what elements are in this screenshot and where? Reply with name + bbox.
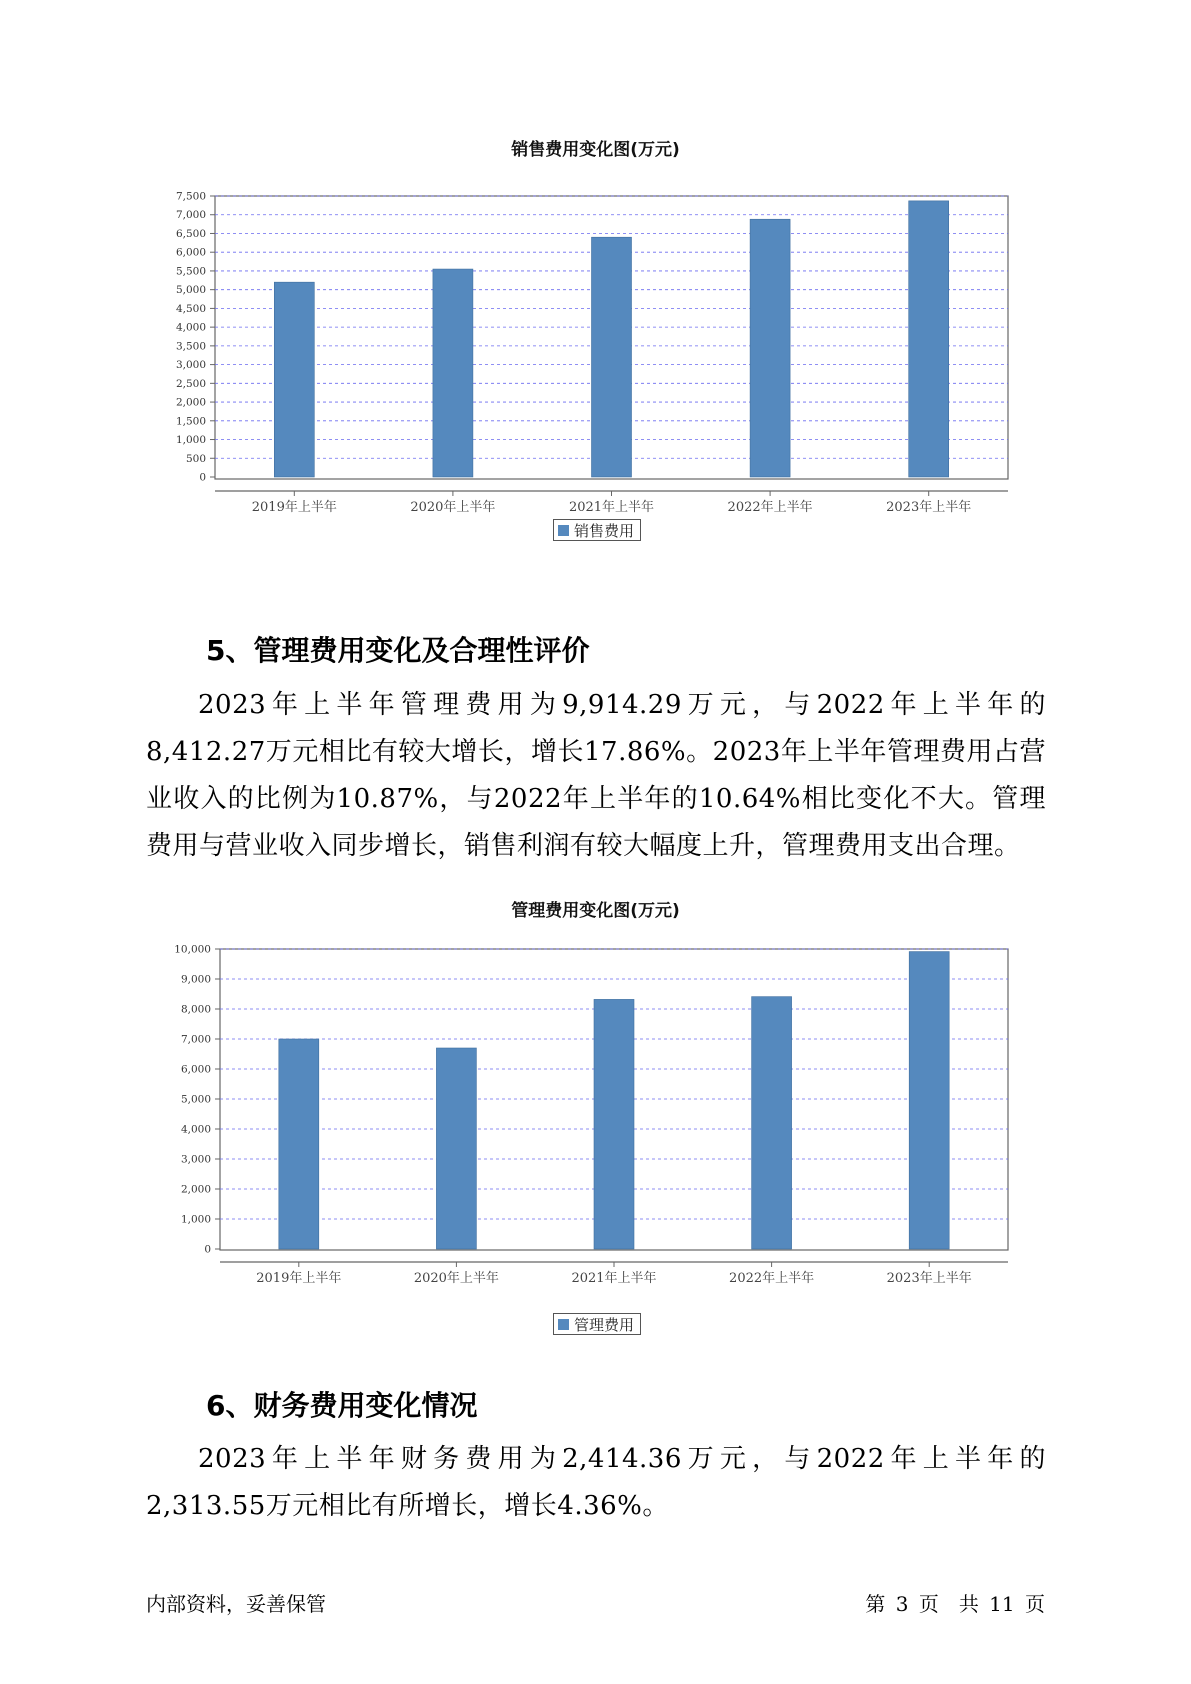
- y-tick-label: 4,000: [175, 321, 206, 334]
- y-tick-label: 0: [199, 471, 206, 484]
- y-tick-label: 9,000: [180, 973, 211, 986]
- y-tick-label: 2,500: [175, 377, 206, 390]
- y-tick-label: 0: [204, 1243, 211, 1256]
- bar-2020年上半年: [436, 1048, 476, 1249]
- x-tick-label: 2020年上半年: [410, 500, 496, 515]
- admin-chart-title: 管理费用变化图(万元): [511, 901, 680, 921]
- y-tick-label: 4,500: [175, 302, 206, 315]
- x-tick-label: 2023年上半年: [886, 500, 972, 515]
- admin-chart-legend: [553, 1313, 641, 1335]
- y-tick-label: 1,500: [175, 415, 206, 428]
- bar-2022年上半年: [750, 219, 790, 477]
- sales-chart-legend: [553, 519, 641, 541]
- y-tick-label: 8,000: [180, 1003, 211, 1016]
- sales-expense-chart: [0, 170, 1191, 515]
- section-5-heading: 5、管理费用变化及合理性评价: [206, 634, 590, 667]
- y-tick-label: 3,500: [175, 340, 206, 353]
- y-tick-label: 7,500: [175, 190, 206, 203]
- x-tick-label: 2022年上半年: [729, 1271, 815, 1286]
- section-6-paragraph: 2023年上半年财务费用为2,414.36万元，与2022年上半年的2,313.55万元相比有所增长，增长4.36%。: [146, 1444, 1046, 1521]
- y-tick-label: 500: [185, 452, 206, 465]
- admin-expense-chart: [0, 930, 1191, 1286]
- y-tick-label: 7,000: [175, 209, 206, 222]
- bar-2023年上半年: [909, 201, 949, 477]
- legend-swatch-icon: [558, 525, 569, 536]
- bar-2019年上半年: [274, 282, 314, 477]
- x-tick-label: 2021年上半年: [571, 1271, 657, 1286]
- y-tick-label: 2,000: [175, 396, 206, 409]
- y-tick-label: 1,000: [180, 1213, 211, 1226]
- bar-2022年上半年: [752, 997, 792, 1249]
- footer-page-number: 第 3 页 共 11 页: [865, 1592, 1045, 1616]
- legend-swatch-icon: [558, 1319, 569, 1330]
- x-tick-label: 2022年上半年: [727, 500, 813, 515]
- bar-2023年上半年: [909, 952, 949, 1249]
- y-tick-label: 5,000: [180, 1093, 211, 1106]
- x-tick-label: 2019年上半年: [256, 1271, 342, 1286]
- y-tick-label: 1,000: [175, 434, 206, 447]
- x-tick-label: 2021年上半年: [568, 500, 655, 515]
- section-6-heading: 6、财务费用变化情况: [206, 1389, 478, 1422]
- y-tick-label: 6,500: [175, 227, 206, 240]
- x-tick-label: 2023年上半年: [886, 1271, 972, 1286]
- y-tick-label: 2,000: [180, 1183, 211, 1196]
- y-tick-label: 3,000: [180, 1153, 211, 1166]
- section-5-paragraph: 2023年上半年管理费用为9,914.29万元，与2022年上半年的8,412.27万元相比有较大增长，增长17.86%。2023年上半年管理费用占营业收入的比例为10.87%，与2022年上半年的10.64%相比变化不大。管理费用与营业收入同步增长，销售利润有较大幅度上升，管理费用支出合理。: [146, 690, 1046, 861]
- sales-chart-title: 销售费用变化图(万元): [511, 140, 680, 160]
- y-tick-label: 4,000: [180, 1123, 211, 1136]
- y-tick-label: 3,000: [175, 359, 206, 372]
- y-tick-label: 6,000: [180, 1063, 211, 1076]
- legend-label: 销售费用: [574, 521, 635, 540]
- y-tick-label: 10,000: [174, 943, 211, 956]
- y-tick-label: 6,000: [175, 246, 206, 259]
- bar-2021年上半年: [594, 999, 634, 1249]
- x-tick-label: 2020年上半年: [413, 1271, 499, 1286]
- footer-confidential-note: 内部资料，妥善保管: [146, 1592, 326, 1616]
- bar-2021年上半年: [592, 237, 632, 477]
- y-tick-label: 5,500: [175, 265, 206, 278]
- y-tick-label: 7,000: [180, 1033, 211, 1046]
- bar-2019年上半年: [279, 1039, 319, 1249]
- bar-2020年上半年: [433, 269, 473, 477]
- y-tick-label: 5,000: [175, 284, 206, 297]
- legend-label: 管理费用: [574, 1315, 635, 1334]
- x-tick-label: 2019年上半年: [251, 500, 337, 515]
